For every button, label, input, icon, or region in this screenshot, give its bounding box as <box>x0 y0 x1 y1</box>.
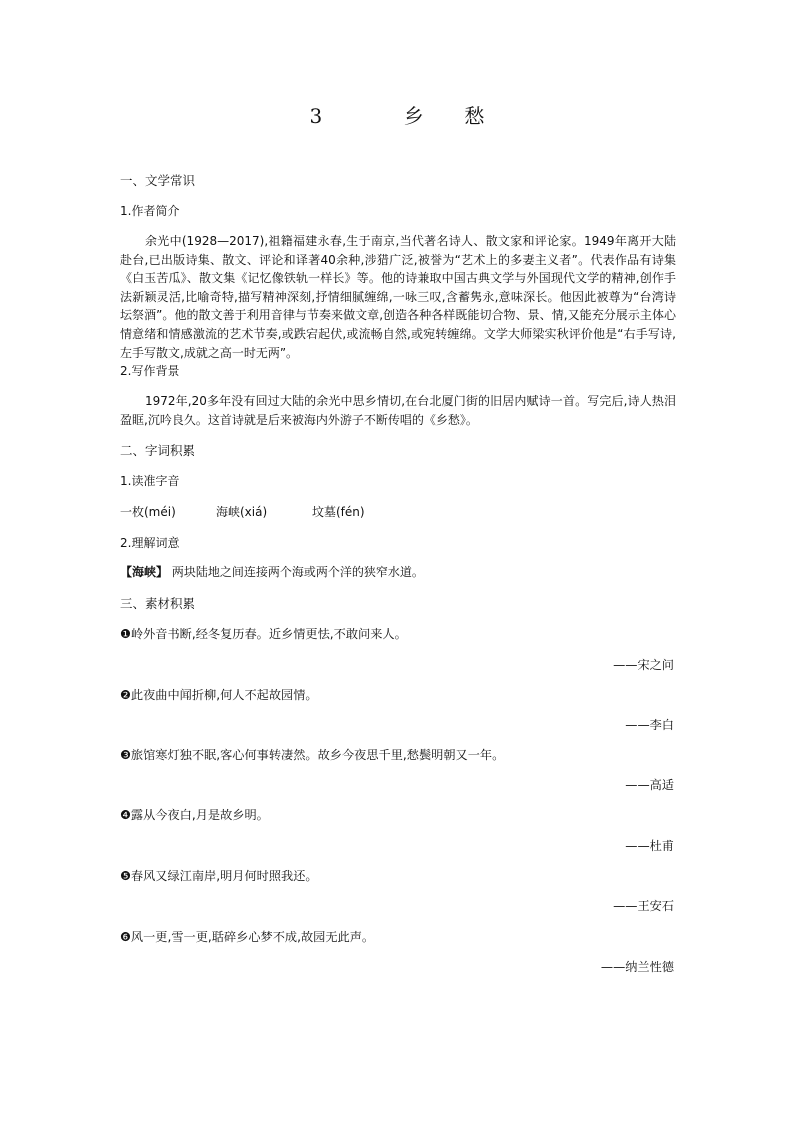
poem-author: ——李白 <box>625 718 674 732</box>
poem-line: ❷此夜曲中闻折柳,何人不起故园情。 <box>120 688 318 702</box>
term-haixia: 【海峡】 <box>120 565 169 579</box>
background-paragraph: 1972年,20多年没有回过大陆的余光中思乡情切,在台北厦门街的旧居内赋诗一首。写完后,诗人热泪盈眶,沉吟良久。这首诗就是后来被海内外游子不断传唱的《乡愁》。 <box>120 394 676 427</box>
poem-line: ❸旅馆寒灯独不眠,客心何事转凄然。故乡今夜思千里,愁鬓明朝又一年。 <box>120 748 505 762</box>
poem-author: ——杜甫 <box>625 839 674 853</box>
poem-line: ❺春风又绿江南岸,明月何时照我还。 <box>120 869 318 883</box>
subheading-author-intro: 1.作者简介 <box>120 204 180 218</box>
poem-line: ❻风一更,雪一更,聒碎乡心梦不成,故园无此声。 <box>120 930 375 944</box>
section-heading-vocabulary: 二、字词积累 <box>120 443 196 458</box>
poem-line: ❶岭外音书断,经冬复历春。近乡情更怯,不敢问来人。 <box>120 627 407 641</box>
page-title <box>0 100 794 129</box>
pronunciation-item: 一枚(méi) <box>120 505 176 519</box>
poem-author: ——高适 <box>625 778 674 792</box>
lesson-title: 乡 愁 <box>403 104 485 128</box>
section-heading-literature: 一、文学常识 <box>120 173 196 188</box>
poem-author: ——纳兰性德 <box>600 960 674 974</box>
author-intro-paragraph: 余光中(1928—2017),祖籍福建永春,生于南京,当代著名诗人、散文家和评论家。1949年离开大陆赴台,已出版诗集、散文、评论和译著40余种,涉猎广泛,被誉为“艺术上的多妻主义者”。代表作品有诗集《白玉苦瓜》、散文集《记忆像铁轨一样长》等。他的诗兼取中国古典文学与外国现代文学的精神,创作手法新颖灵活,比喻奇特,描写精神深刻,抒情细腻缠绵,一咏三叹,含蓄隽永,意味深长。他因此被尊为“台湾诗坛祭酒”。他的散文善于利用音律与节奏来做文章,创造各种各样既能切合物、景、情,又能充分展示主体心情意绪和情感激流的艺术节奏,或跌宕起伏,或流畅自然,或宛转缠绵。文学大师梁实秋评价他是“右手写诗,左手写散文,成就之高一时无两”。 <box>120 234 676 360</box>
section-heading-materials: 三、素材积累 <box>120 596 196 611</box>
subheading-background: 2.写作背景 <box>120 364 180 378</box>
poem-author: ——宋之问 <box>613 658 674 672</box>
pronunciation-item: 海峡(xiá) <box>216 505 268 519</box>
poem-line: ❹露从今夜白,月是故乡明。 <box>120 808 269 822</box>
word-definition <box>120 563 676 582</box>
term-definition: 两块陆地之间连接两个海或两个洋的狭窄水道。 <box>171 565 424 579</box>
pronunciation-item: 坟墓(fén) <box>312 505 365 519</box>
poem-author: ——王安石 <box>613 899 674 913</box>
subheading-pronunciation: 1.读准字音 <box>120 474 180 488</box>
lesson-number: 3 <box>309 104 323 128</box>
subheading-word-meaning: 2.理解词意 <box>120 536 180 550</box>
